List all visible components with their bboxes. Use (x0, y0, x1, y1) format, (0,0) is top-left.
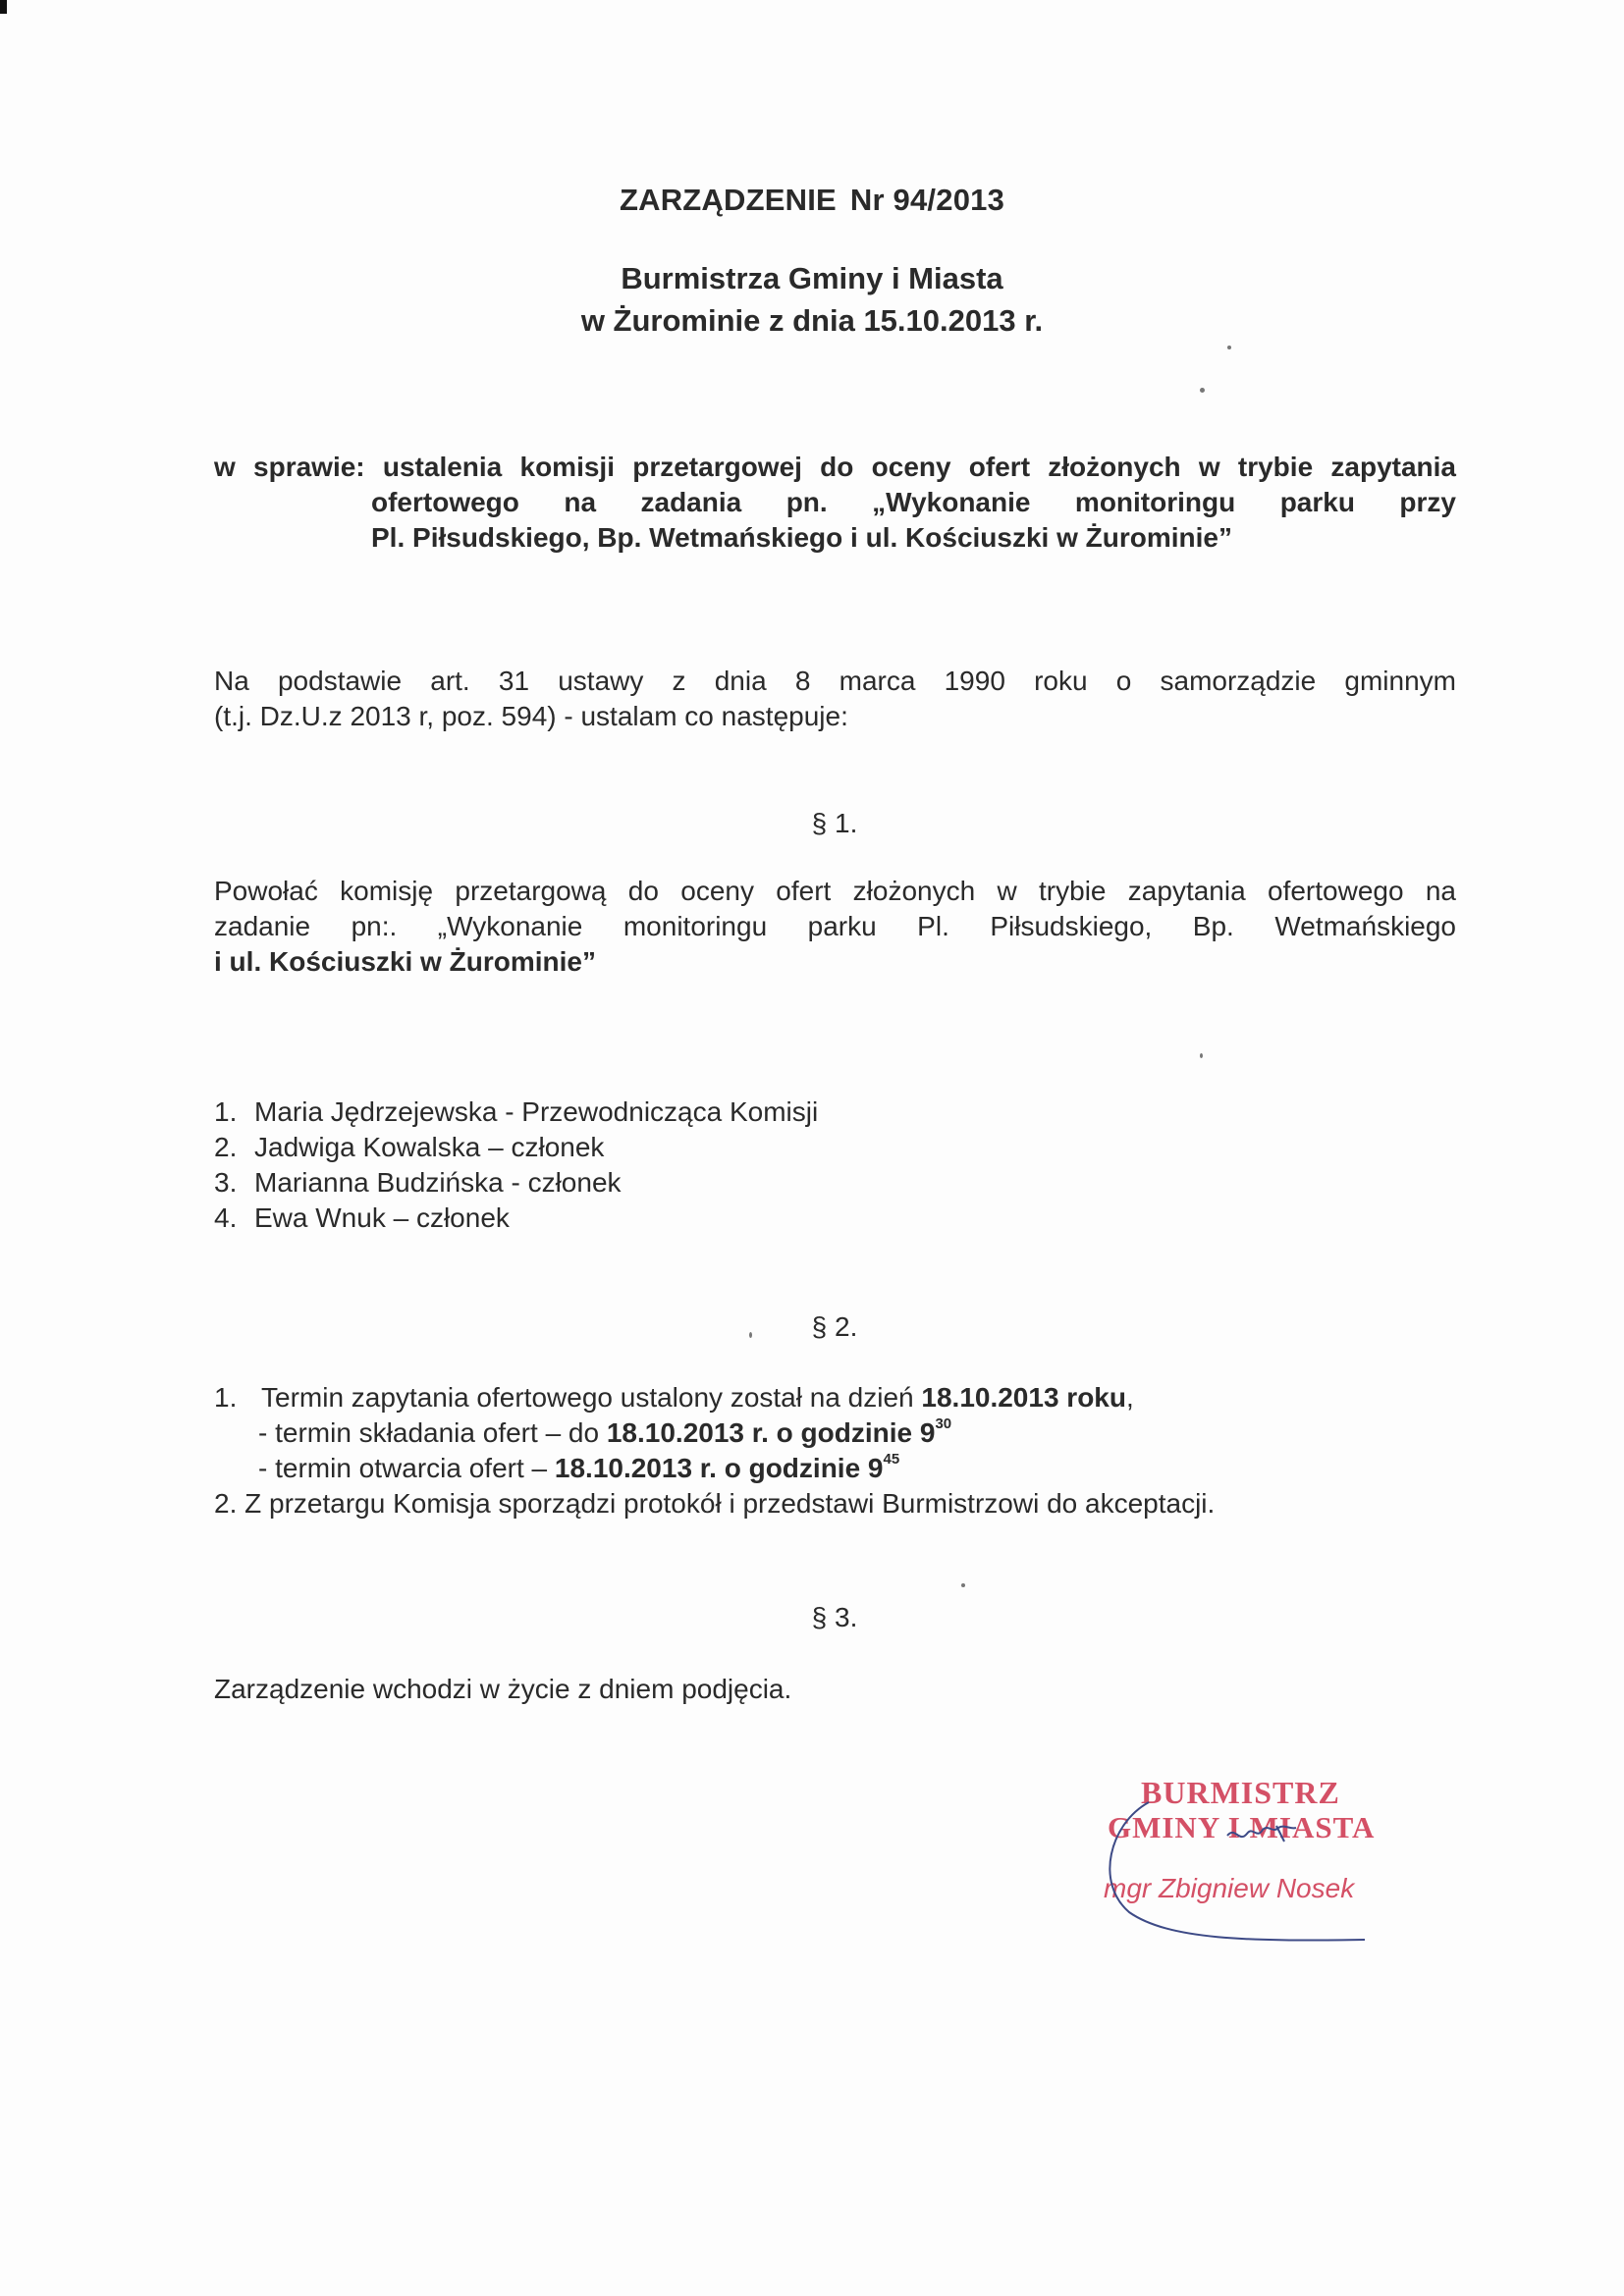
section-1-line-2 (214, 909, 1456, 944)
sub-date: 18.10.2013 r. o godzinie 9 (606, 1417, 936, 1448)
subject-line-3: Pl. Piłsudskiego, Bp. Wetmańskiego i ul. Kościuszki w Żurominie” (371, 522, 1232, 553)
mayor-stamp (1090, 1765, 1384, 1951)
term-sub-1 (214, 1415, 1215, 1451)
sub-minutes: 45 (883, 1451, 900, 1468)
signature (1090, 1765, 1384, 1951)
list-item (214, 1130, 818, 1165)
section-2-heading: § 2. (811, 1311, 858, 1342)
term-text: Termin zapytania ofertowego ustalony został na dzień (261, 1382, 914, 1413)
list-item (214, 1095, 818, 1130)
legal-basis-line-2: (t.j. Dz.U.z 2013 r, poz. 594) - ustalam co następuje: (214, 701, 848, 731)
section-1-line-3: i ul. Kościuszki w Żurominie” (214, 946, 596, 977)
section-1-line-1: Powołać komisję przetargową do oceny ofert złożonych w trybie zapytania ofertowego na (214, 876, 1456, 906)
legal-basis-line-1: Na podstawie art. 31 ustawy z dnia 8 marca 1990 roku o samorządzie gminnym (214, 666, 1456, 696)
list-number: 4. (214, 1202, 238, 1233)
term-item-2: 2. Z przetargu Komisja sporządzi protokół i przedstawi Burmistrzowi do akceptacji. (214, 1488, 1216, 1519)
issuer-line-2: w Żurominie z dnia 15.10.2013 r. (580, 303, 1044, 338)
section-1-line-2-text: zadanie pn:. „Wykonanie monitoringu parku Pl. Piłsudskiego, Bp. Wetmańskiego (214, 911, 1456, 941)
stamp-line-3: mgr Zbigniew Nosek (1104, 1873, 1355, 1903)
term-item-1 (214, 1380, 1215, 1415)
commission-members-list (214, 1095, 818, 1236)
section-1-body (214, 874, 1456, 980)
list-number: 3. (214, 1167, 238, 1198)
issuer-line-1: Burmistrza Gminy i Miasta (621, 261, 1003, 295)
sub-minutes: 30 (935, 1415, 952, 1432)
section-3-text: Zarządzenie wchodzi w życie z dniem podjęcia. (214, 1674, 792, 1704)
sub-text: - termin składania ofert – do (258, 1417, 600, 1448)
title-number: Nr 94/2013 (849, 183, 1005, 217)
list-number: 1. (214, 1096, 238, 1127)
list-number: 1. (214, 1382, 238, 1413)
term-end: , (1125, 1382, 1134, 1413)
stamp-line-2: GMINY I MIASTA (1108, 1810, 1376, 1844)
list-item (214, 1165, 818, 1201)
member-name: Jadwiga Kowalska – członek (254, 1132, 605, 1162)
speck (749, 1332, 752, 1338)
document-title (0, 183, 1624, 218)
list-number: 2. (214, 1132, 238, 1162)
speck (961, 1583, 965, 1587)
sub-date: 18.10.2013 r. o godzinie 9 (554, 1453, 884, 1483)
subject-block (214, 450, 1456, 556)
scan-corner-mark (0, 0, 7, 14)
term-sub-2 (214, 1451, 1215, 1486)
speck (1227, 346, 1231, 349)
section-2-body (214, 1380, 1215, 1522)
legal-basis (214, 664, 1456, 734)
list-item (214, 1201, 818, 1236)
speck (1200, 388, 1205, 393)
section-1-heading: § 1. (811, 808, 858, 838)
title-prefix: ZARZĄDZENIE (619, 183, 837, 217)
speck (1200, 1053, 1203, 1058)
subject-line-1: w sprawie: ustalenia komisji przetargowej do oceny ofert złożonych w trybie zapytania (214, 452, 1456, 482)
member-name: Marianna Budzińska - członek (254, 1167, 622, 1198)
sub-text: - termin otwarcia ofert – (258, 1453, 548, 1483)
subject-line-2: ofertowego na zadania pn. „Wykonanie monitoringu parku przy (371, 487, 1456, 517)
stamp-line-1: BURMISTRZ (1141, 1775, 1340, 1810)
member-name: Ewa Wnuk – członek (254, 1202, 510, 1233)
member-name: Maria Jędrzejewska - Przewodnicząca Komisji (254, 1096, 819, 1127)
section-3-heading: § 3. (811, 1602, 858, 1632)
term-date: 18.10.2013 roku (921, 1382, 1126, 1413)
